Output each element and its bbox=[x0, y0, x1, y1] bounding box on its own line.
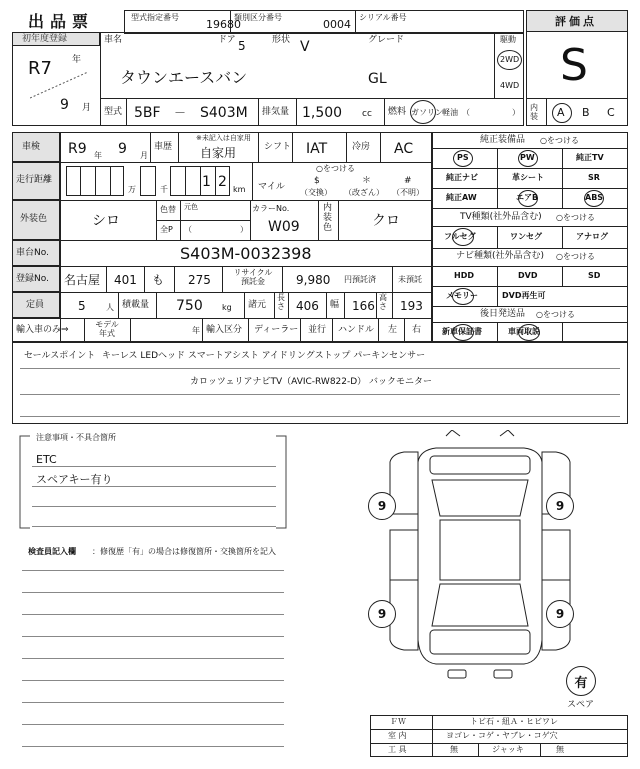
history-note: ※未記入は自家用 bbox=[196, 134, 251, 142]
history-value: 自家用 bbox=[200, 146, 237, 160]
notes-label: 注意事項・不具合箇所 bbox=[36, 433, 116, 442]
table-tools-value-1: 無 bbox=[450, 745, 458, 754]
full-paint-label: 全P bbox=[160, 225, 173, 234]
shift-value: IAT bbox=[306, 141, 328, 157]
shape-value: V bbox=[300, 39, 310, 55]
altered-symbol: ＊ bbox=[362, 176, 372, 186]
history-label: 車歴 bbox=[154, 142, 173, 152]
interior-score-c: C bbox=[607, 106, 615, 119]
load-unit: kg bbox=[222, 303, 232, 312]
registration-month: 9 bbox=[60, 97, 69, 113]
tire-front-left: 9 bbox=[368, 492, 396, 520]
tv-fullseg: フルセグ bbox=[444, 232, 476, 241]
tire-rear-right: 9 bbox=[546, 600, 574, 628]
displacement-label: 排気量 bbox=[262, 107, 290, 117]
docs-manual: 車両取説 bbox=[508, 327, 540, 336]
tv-analog: アナログ bbox=[576, 232, 608, 241]
import-division-label: 輸入区分 bbox=[206, 325, 243, 335]
equip-ps: PS bbox=[457, 153, 469, 162]
registration-year-unit: 年 bbox=[72, 55, 82, 65]
plate-number: 275 bbox=[188, 273, 211, 287]
mileage-unit-km: km bbox=[233, 185, 246, 194]
selling-points-line-1: キーレス LEDヘッド スマートアシスト アイドリングストップ パーキンセンサー bbox=[102, 351, 426, 361]
mileage-label: 走行距離 bbox=[16, 175, 53, 185]
tv-oneseg: ワンセグ bbox=[510, 232, 542, 241]
color-no-value: W09 bbox=[268, 219, 300, 235]
drive-label: 駆動 bbox=[500, 35, 516, 44]
table-interior-label: 室 内 bbox=[388, 731, 407, 740]
original-color-label: 元色 bbox=[184, 203, 198, 211]
score-label: 評価点 bbox=[555, 15, 597, 28]
interior-score-label: 内装 bbox=[530, 103, 538, 121]
load-value: 750 bbox=[176, 298, 203, 314]
car-diagram bbox=[360, 430, 600, 680]
recycle-label: リサイクル預託金 bbox=[233, 268, 273, 287]
inspection-year-unit: 年 bbox=[94, 151, 102, 160]
exterior-color-value: シロ bbox=[92, 213, 120, 229]
import-parallel: 並行 bbox=[308, 325, 327, 335]
exchanged-label: （交換） bbox=[300, 188, 332, 197]
ac-label: 冷房 bbox=[352, 142, 371, 152]
plate-class-no: 401 bbox=[114, 273, 137, 287]
notes-item-1: ETC bbox=[36, 453, 57, 466]
recycle-status: 未預託 bbox=[398, 275, 422, 284]
height-label: 高さ bbox=[379, 293, 387, 311]
equip-tv: 純正TV bbox=[576, 153, 604, 162]
plate-label: 登録No. bbox=[16, 274, 49, 284]
interior-score-a: A bbox=[557, 106, 565, 119]
model-label: 型式 bbox=[104, 107, 123, 117]
ac-value: AC bbox=[394, 141, 414, 157]
capacity-value: 5 bbox=[78, 299, 86, 313]
equip-airbag: エアB bbox=[516, 193, 539, 202]
recolor-label: 色替 bbox=[160, 205, 176, 214]
mile-label: マイル bbox=[258, 182, 285, 192]
drive-4wd: 4WD bbox=[500, 81, 520, 90]
docs-title: 後日発送品 bbox=[480, 309, 526, 319]
table-tools-label: 工 具 bbox=[388, 745, 407, 754]
fuel-label: 燃料 bbox=[388, 107, 407, 117]
capacity-unit: 人 bbox=[106, 303, 114, 312]
unknown-symbol: # bbox=[404, 176, 412, 186]
color-no-label: カラーNo. bbox=[252, 204, 290, 213]
doors-value: 5 bbox=[238, 39, 246, 53]
score-value: S bbox=[560, 40, 588, 91]
selling-points-label: セールスポイント bbox=[24, 351, 96, 361]
unknown-label: （不明） bbox=[392, 188, 424, 197]
navi-dvd: DVD bbox=[518, 271, 538, 280]
handle-label: ハンドル bbox=[338, 325, 375, 335]
equipment-title: 純正装備品 bbox=[480, 135, 526, 145]
capacity-label: 定員 bbox=[26, 300, 45, 310]
equip-aw: 純正AW bbox=[446, 193, 477, 202]
registration-month-unit: 月 bbox=[82, 103, 92, 113]
notes-item-2: スペアキー有り bbox=[36, 473, 113, 486]
fuel-light-oil: 軽油 bbox=[442, 108, 458, 117]
mileage-digit-1: 1 bbox=[202, 174, 211, 190]
serial-label: シリアル番号 bbox=[359, 13, 407, 22]
handle-left: 左 bbox=[388, 325, 398, 335]
navi-sd: SD bbox=[588, 271, 601, 280]
inspector-note: ：修復歴「有」の場合は修復箇所・交換箇所を記入 bbox=[92, 547, 276, 556]
displacement-unit: cc bbox=[362, 109, 372, 119]
paren-open: （ bbox=[184, 225, 192, 234]
length-value: 406 bbox=[296, 299, 319, 313]
equip-pw: PW bbox=[520, 153, 535, 162]
spare-tire-label: スペア bbox=[567, 700, 595, 710]
inspection-month: 9 bbox=[118, 141, 127, 157]
import-dealer: ディーラー bbox=[254, 325, 299, 335]
tv-circle-note: ○をつける bbox=[556, 213, 595, 222]
table-tools-value-2: ジャッキ bbox=[492, 745, 524, 754]
width-label: 幅 bbox=[330, 300, 340, 310]
recycle-amount: 9,980 bbox=[296, 273, 331, 287]
category-label: 類別区分番号 bbox=[234, 13, 282, 22]
table-interior-value: ヨゴレ・コゲ・ヤブレ・コゲ穴 bbox=[446, 731, 558, 740]
doors-label: ドア bbox=[218, 35, 236, 45]
interior-color-label: 内装色 bbox=[323, 203, 333, 233]
equip-abs: ABS bbox=[585, 193, 604, 202]
docs-circle-note: ○をつける bbox=[536, 310, 575, 319]
grade-value: GL bbox=[368, 71, 387, 87]
interior-score-b: B bbox=[582, 106, 590, 119]
navi-circle-note: ○をつける bbox=[556, 252, 595, 261]
equip-sr: SR bbox=[588, 173, 600, 182]
model-prefix: 5BF bbox=[134, 105, 161, 121]
inspector-label: 検査員記入欄 bbox=[28, 547, 76, 556]
vehicle-model-name: タウンエースバン bbox=[120, 68, 248, 87]
recycle-unit: 円預託済 bbox=[344, 275, 376, 284]
navi-dvd-play: DVD再生可 bbox=[502, 291, 546, 300]
equip-leather: 革シート bbox=[512, 173, 544, 182]
drive-2wd: 2WD bbox=[500, 55, 520, 64]
shape-label: 形状 bbox=[272, 35, 291, 45]
tv-title: TV種類(社外品含む) bbox=[460, 212, 542, 222]
shift-label: シフト bbox=[264, 142, 292, 152]
height-value: 193 bbox=[400, 299, 423, 313]
mileage-unit-man: 万 bbox=[128, 185, 136, 194]
import-year-unit: 年 bbox=[192, 326, 200, 335]
chassis-value: S403M-0032398 bbox=[180, 244, 312, 263]
selling-points-line-2: カロッツェリアナビTV（AVIC-RW822-D） バックモニター bbox=[190, 377, 433, 387]
mileage-circle-note: ○をつける bbox=[316, 164, 355, 173]
exchanged-symbol: $ bbox=[314, 176, 320, 186]
grade-label: グレード bbox=[368, 35, 405, 45]
dims-label: 諸元 bbox=[248, 300, 267, 310]
altered-label: （改ざん） bbox=[344, 188, 384, 197]
plate-area: 名古屋 bbox=[64, 273, 101, 287]
inspection-month-unit: 月 bbox=[140, 151, 148, 160]
width-value: 166 bbox=[352, 299, 375, 313]
model-dash: － bbox=[174, 106, 187, 120]
form-type-value: 19680 bbox=[206, 18, 241, 31]
fuel-paren-open: （ bbox=[462, 108, 470, 117]
fuel-paren-close: ） bbox=[512, 108, 520, 117]
length-label: 長さ bbox=[277, 293, 285, 311]
navi-memory: メモリー bbox=[446, 291, 478, 300]
interior-color-value: クロ bbox=[372, 213, 400, 229]
category-value: 0004 bbox=[323, 18, 351, 31]
plate-kana: も bbox=[152, 273, 165, 287]
fuel-value: ガソリン bbox=[411, 108, 443, 117]
navi-title: ナビ種類(社外品含む) bbox=[456, 251, 545, 261]
vehicle-name-label: 車名 bbox=[104, 35, 123, 45]
equip-navi: 純正ナビ bbox=[446, 173, 478, 182]
form-type-label: 型式指定番号 bbox=[131, 13, 179, 22]
navi-hdd: HDD bbox=[454, 271, 474, 280]
registration-era-year: R7 bbox=[28, 58, 52, 79]
displacement-value: 1,500 bbox=[302, 105, 343, 121]
model-code: S403M bbox=[200, 105, 248, 121]
spare-tire-value: 有 bbox=[566, 666, 596, 696]
table-tools-value-3: 無 bbox=[556, 745, 564, 754]
handle-right: 右 bbox=[412, 325, 422, 335]
inspection-era-year: R9 bbox=[68, 141, 87, 157]
import-label: 輸入車のみ⇒ bbox=[16, 325, 69, 335]
first-registration-label: 初年度登録 bbox=[22, 34, 68, 44]
table-fw-label: ＦＷ bbox=[390, 717, 406, 726]
mileage-unit-sen: 千 bbox=[160, 185, 168, 194]
mileage-digit-2: 2 bbox=[218, 174, 227, 190]
tire-rear-left: 9 bbox=[368, 600, 396, 628]
exterior-color-label: 外装色 bbox=[20, 214, 48, 224]
chassis-label: 車台No. bbox=[16, 248, 49, 258]
document-title: 出品票 bbox=[28, 12, 95, 31]
load-label: 積載量 bbox=[122, 300, 150, 310]
paren-close: ） bbox=[240, 225, 248, 234]
table-fw-value: トビ石・紐Ａ・ヒビワレ bbox=[470, 717, 558, 726]
inspection-label: 車検 bbox=[22, 142, 41, 152]
equipment-circle-note: ○をつける bbox=[540, 136, 579, 145]
tire-front-right: 9 bbox=[546, 492, 574, 520]
model-year-label: モデル年式 bbox=[95, 320, 119, 339]
docs-warranty: 新車保証書 bbox=[442, 327, 482, 336]
registration-slash bbox=[30, 70, 90, 100]
